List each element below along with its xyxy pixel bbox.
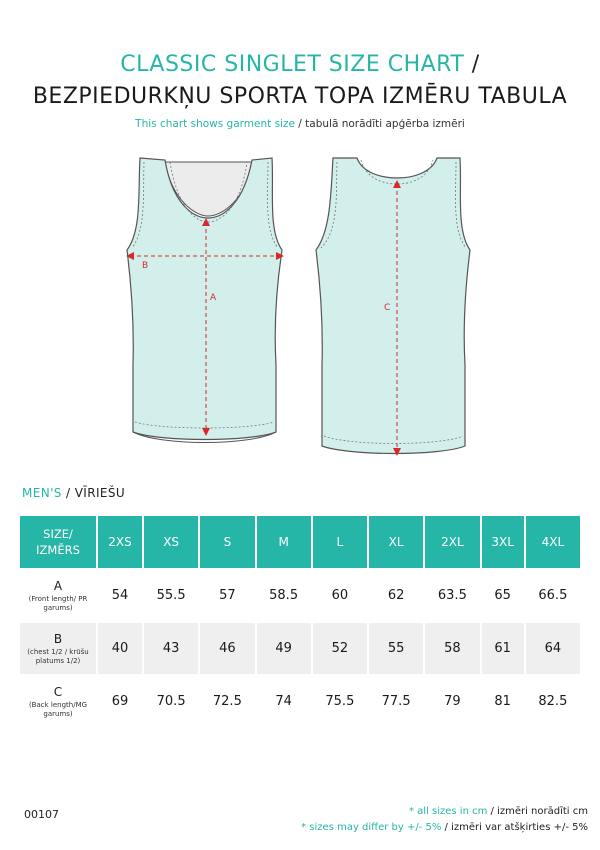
title-english-text: CLASSIC SINGLET SIZE CHART bbox=[120, 52, 465, 77]
size-header-xs: XS bbox=[144, 516, 198, 568]
footnote-units-english: * all sizes in cm bbox=[408, 806, 488, 817]
table-cell: 46 bbox=[200, 623, 254, 674]
table-cell: 69 bbox=[111, 694, 129, 709]
front-singlet-illustration bbox=[126, 158, 284, 443]
subtitle-english: This chart shows garment size bbox=[135, 118, 295, 130]
size-header-line2: IZMĒRS bbox=[36, 543, 80, 557]
table-cell: 58 bbox=[425, 623, 479, 674]
row-label-c bbox=[20, 676, 96, 727]
section-label bbox=[22, 486, 125, 500]
table-cell: 72.5 bbox=[212, 694, 242, 709]
table-cell: 75.5 bbox=[325, 694, 355, 709]
table-cell: 62 bbox=[387, 588, 405, 603]
row-letter: A bbox=[53, 578, 63, 593]
dimension-a-label: A bbox=[210, 293, 217, 303]
section-label-latvian: / VĪRIEŠU bbox=[61, 486, 126, 500]
section-label-english: MEN'S bbox=[22, 486, 62, 500]
row-letter: B bbox=[53, 631, 63, 646]
table-cell: 55.5 bbox=[156, 588, 186, 603]
table-cell: 64 bbox=[526, 623, 580, 674]
product-code: 00107 bbox=[24, 808, 59, 821]
subtitle bbox=[0, 118, 600, 130]
size-table bbox=[18, 514, 582, 729]
footnote-units bbox=[409, 806, 588, 817]
table-cell: 58.5 bbox=[269, 588, 299, 603]
table-cell: 60 bbox=[331, 588, 349, 603]
size-table-header-row bbox=[20, 516, 580, 568]
table-cell: 65 bbox=[494, 588, 511, 603]
table-cell: 54 bbox=[111, 588, 129, 603]
title-english bbox=[0, 52, 600, 77]
table-cell: 57 bbox=[219, 588, 236, 603]
table-row-c bbox=[20, 676, 580, 727]
table-cell: 55 bbox=[369, 623, 423, 674]
size-header-4xl: 4XL bbox=[526, 516, 580, 568]
table-row-b bbox=[20, 623, 580, 674]
size-header-l: L bbox=[313, 516, 367, 568]
back-singlet-illustration bbox=[316, 158, 470, 456]
table-cell: 74 bbox=[275, 694, 292, 709]
row-label-b bbox=[20, 623, 96, 674]
title-latvian: BEZPIEDURKŅU SPORTA TOPA IZMĒRU TABULA bbox=[32, 84, 568, 109]
table-cell: 40 bbox=[98, 623, 142, 674]
table-row-a bbox=[20, 570, 580, 621]
size-header-s: S bbox=[200, 516, 254, 568]
table-cell: 77.5 bbox=[381, 694, 411, 709]
size-header-m: M bbox=[257, 516, 311, 568]
table-cell: 82.5 bbox=[538, 694, 568, 709]
table-cell: 81 bbox=[494, 694, 511, 709]
dimension-b-label: B bbox=[142, 261, 149, 271]
table-cell: 63.5 bbox=[437, 588, 467, 603]
row-description: (Back length/MG garums) bbox=[28, 700, 88, 718]
row-letter: C bbox=[53, 684, 63, 699]
table-cell: 49 bbox=[257, 623, 311, 674]
footnote-units-latvian: / izmēri norādīti cm bbox=[487, 806, 588, 817]
row-description: (chest 1/2 / krūšu platums 1/2) bbox=[27, 647, 89, 665]
dimension-c-label: C bbox=[384, 303, 391, 313]
footnote-tolerance-english: * sizes may differ by +/- 5% bbox=[301, 822, 442, 833]
garment-illustrations bbox=[0, 150, 600, 470]
subtitle-latvian: / tabulā norādīti apģērba izmēri bbox=[294, 118, 465, 130]
size-header-2xs: 2XS bbox=[98, 516, 142, 568]
table-cell: 52 bbox=[313, 623, 367, 674]
table-cell: 70.5 bbox=[156, 694, 186, 709]
footnote-tolerance-latvian: / izmēri var atšķirties +/- 5% bbox=[441, 822, 588, 833]
size-header-xl: XL bbox=[369, 516, 423, 568]
table-cell: 66.5 bbox=[538, 588, 568, 603]
table-cell: 79 bbox=[444, 694, 461, 709]
size-header-2xl: 2XL bbox=[425, 516, 479, 568]
table-cell: 43 bbox=[144, 623, 198, 674]
footnote-tolerance bbox=[301, 822, 588, 833]
size-header-3xl: 3XL bbox=[482, 516, 524, 568]
size-header-line1: SIZE/ bbox=[43, 527, 73, 541]
size-column-header bbox=[20, 516, 96, 568]
row-label-a bbox=[20, 570, 96, 621]
table-cell: 61 bbox=[482, 623, 524, 674]
row-description: (Front length/ PR garums) bbox=[28, 594, 88, 612]
title-separator: / bbox=[464, 52, 480, 77]
